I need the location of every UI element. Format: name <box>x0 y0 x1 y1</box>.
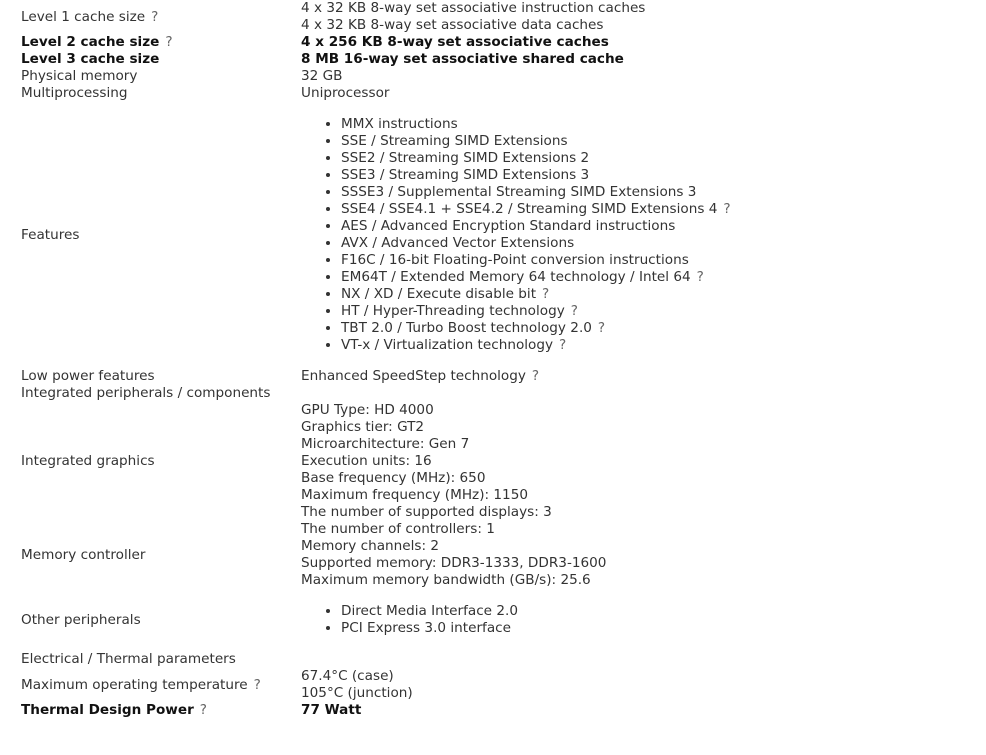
features-list <box>301 116 731 354</box>
help-icon[interactable]: ? <box>165 34 173 50</box>
integrated-graphics-values <box>301 402 552 521</box>
memory-controller-values <box>301 521 606 589</box>
l3-cache-value: 8 MB 16-way set associative shared cache <box>301 51 624 67</box>
help-icon[interactable]: ? <box>253 677 261 693</box>
l2-cache-value: 4 x 256 KB 8-way set associative caches <box>301 34 609 50</box>
feature-item <box>341 235 731 252</box>
peripheral-item <box>341 603 518 620</box>
feature-item <box>341 269 731 286</box>
max-temperature-label <box>21 677 261 693</box>
memory-controller-line: Maximum memory bandwidth (GB/s): 25.6 <box>301 572 591 588</box>
feature-item <box>341 150 731 167</box>
feature-item <box>341 320 731 337</box>
feature-item <box>341 337 731 354</box>
low-power-label: Low power features <box>21 368 155 384</box>
temperature-junction: 105°C (junction) <box>301 685 413 701</box>
l1-cache-label <box>21 9 158 25</box>
max-temperature-label-text: Maximum operating temperature <box>21 677 248 693</box>
graphics-line: Base frequency (MHz): 650 <box>301 470 486 486</box>
feature-item <box>341 252 731 269</box>
feature-text: AVX / Advanced Vector Extensions <box>341 235 575 251</box>
feature-text: SSE / Streaming SIMD Extensions <box>341 133 568 149</box>
help-icon[interactable]: ? <box>696 269 704 285</box>
feature-text: TBT 2.0 / Turbo Boost technology 2.0 <box>341 320 592 336</box>
feature-item <box>341 218 731 235</box>
memory-controller-line: Memory channels: 2 <box>301 538 440 554</box>
feature-item <box>341 184 731 201</box>
help-icon[interactable]: ? <box>531 368 540 384</box>
l1-instruction-cache-value: 4 x 32 KB 8-way set associative instruction caches <box>301 0 646 16</box>
feature-item <box>341 167 731 184</box>
other-peripherals-label: Other peripherals <box>21 612 141 628</box>
help-icon[interactable]: ? <box>542 286 550 302</box>
feature-item <box>341 133 731 150</box>
l2-cache-label-text: Level 2 cache size <box>21 34 160 50</box>
integrated-graphics-label: Integrated graphics <box>21 453 155 469</box>
help-icon[interactable]: ? <box>597 320 606 336</box>
other-peripherals-list <box>301 603 518 637</box>
multiprocessing-label: Multiprocessing <box>21 85 128 101</box>
electrical-thermal-label: Electrical / Thermal parameters <box>21 651 236 667</box>
peripheral-item <box>341 620 518 637</box>
help-icon[interactable]: ? <box>570 303 578 319</box>
max-temperature-values <box>301 668 413 702</box>
integrated-peripherals-label: Integrated peripherals / components <box>21 385 271 401</box>
memory-controller-line: Supported memory: DDR3-1333, DDR3-1600 <box>301 555 607 571</box>
feature-text: F16C / 16-bit Floating-Point conversion instructions <box>341 252 689 268</box>
feature-text: HT / Hyper-Threading technology <box>341 303 565 319</box>
features-label: Features <box>21 227 80 243</box>
feature-text: SSE3 / Streaming SIMD Extensions 3 <box>341 167 590 183</box>
feature-text: VT-x / Virtualization technology <box>341 337 554 353</box>
graphics-line: GPU Type: HD 4000 <box>301 402 434 418</box>
graphics-line: Graphics tier: GT2 <box>301 419 425 435</box>
tdp-value: 77 Watt <box>301 702 362 718</box>
help-icon[interactable]: ? <box>151 9 159 25</box>
help-icon[interactable]: ? <box>199 702 208 718</box>
feature-text: SSE4 / SSE4.1 + SSE4.2 / Streaming SIMD Extensions 4 <box>341 201 718 217</box>
l3-cache-label: Level 3 cache size <box>21 51 160 67</box>
feature-text: SSE2 / Streaming SIMD Extensions 2 <box>341 150 590 166</box>
graphics-line: Microarchitecture: Gen 7 <box>301 436 470 452</box>
multiprocessing-value: Uniprocessor <box>301 85 390 101</box>
physical-memory-value: 32 GB <box>301 68 343 84</box>
feature-item <box>341 201 731 218</box>
feature-text: EM64T / Extended Memory 64 technology / Intel 64 <box>341 269 691 285</box>
low-power-value <box>301 368 539 384</box>
feature-item <box>341 116 731 133</box>
l1-cache-label-text: Level 1 cache size <box>21 9 146 25</box>
tdp-label-text: Thermal Design Power <box>21 702 194 718</box>
help-icon[interactable]: ? <box>559 337 567 353</box>
help-icon[interactable]: ? <box>723 201 731 217</box>
l1-data-cache-value: 4 x 32 KB 8-way set associative data caches <box>301 17 604 33</box>
graphics-line: Execution units: 16 <box>301 453 432 469</box>
low-power-value-text: Enhanced SpeedStep technology <box>301 368 526 384</box>
feature-text: MMX instructions <box>341 116 458 132</box>
feature-text: SSSE3 / Supplemental Streaming SIMD Extensions 3 <box>341 184 697 200</box>
memory-controller-line: The number of controllers: 1 <box>301 521 495 537</box>
graphics-line: Maximum frequency (MHz): 1150 <box>301 487 528 503</box>
feature-item <box>341 303 731 320</box>
physical-memory-label: Physical memory <box>21 68 138 84</box>
memory-controller-label: Memory controller <box>21 547 146 563</box>
graphics-line: The number of supported displays: 3 <box>301 504 552 520</box>
tdp-label <box>21 702 207 718</box>
peripheral-text: PCI Express 3.0 interface <box>341 620 511 636</box>
feature-item <box>341 286 731 303</box>
l2-cache-label <box>21 34 173 50</box>
temperature-case: 67.4°C (case) <box>301 668 394 684</box>
peripheral-text: Direct Media Interface 2.0 <box>341 603 518 619</box>
feature-text: NX / XD / Execute disable bit <box>341 286 537 302</box>
feature-text: AES / Advanced Encryption Standard instructions <box>341 218 676 234</box>
